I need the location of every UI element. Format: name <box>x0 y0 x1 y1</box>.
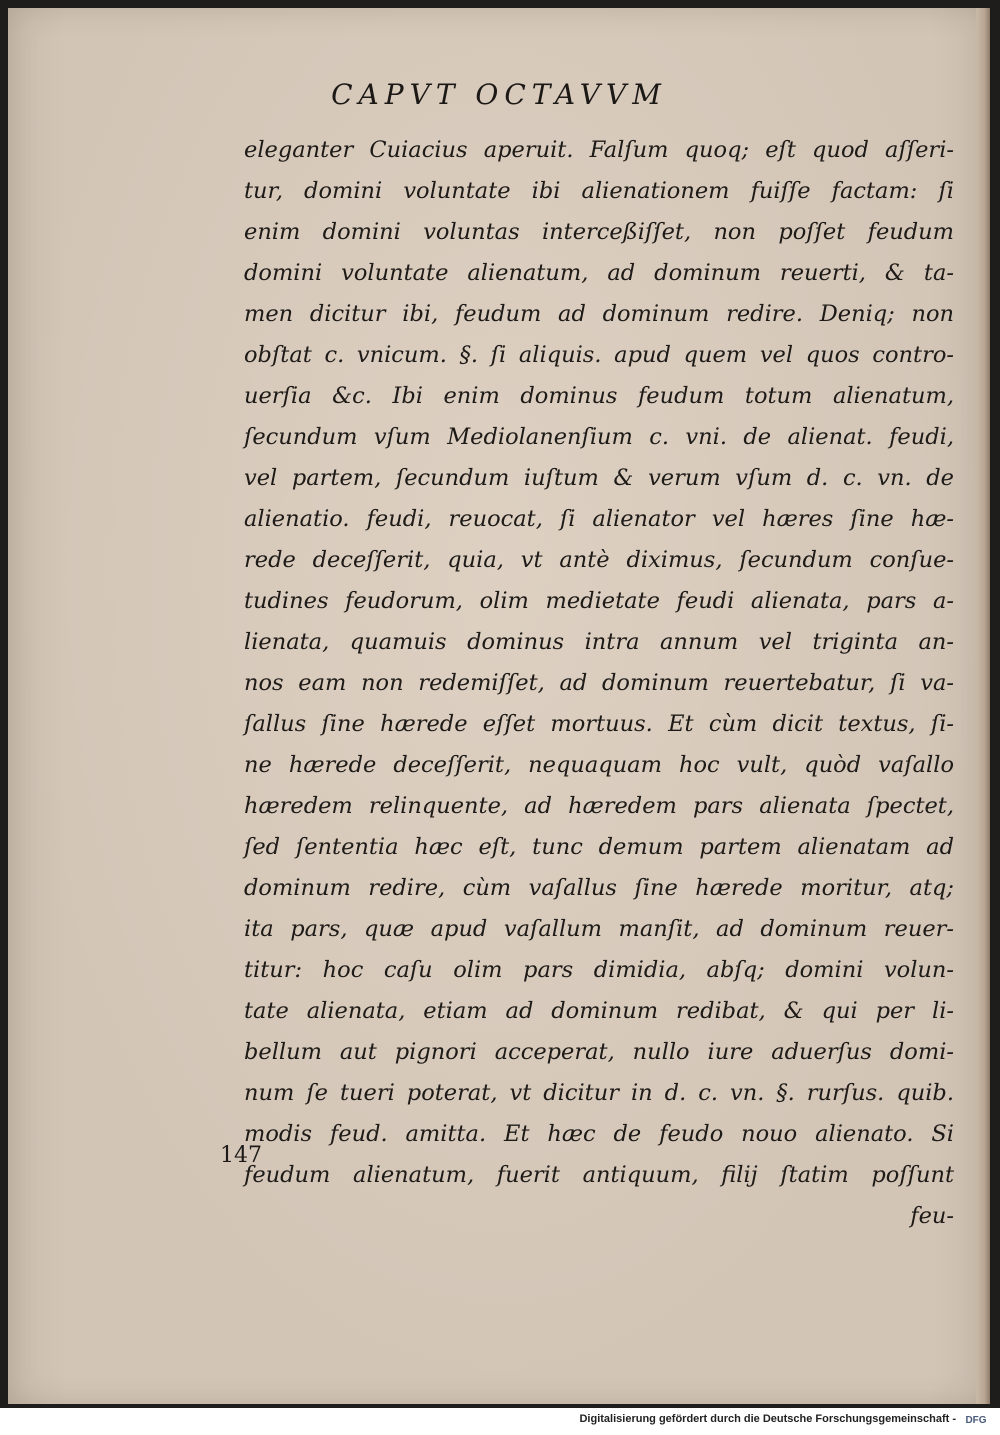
text-line: ne hærede deceſſerit, nequaquam hoc vult, quòd vaſallo <box>244 752 954 778</box>
text-line: dominum redire, cùm vaſallus ſine hærede moritur, atq; <box>244 875 954 901</box>
text-line: tudines feudorum, olim medietate feudi alienata, pars a- <box>244 588 954 614</box>
text-line: vel partem, ſecundum iuſtum & verum vſum d. c. vn. de <box>244 465 954 491</box>
text-line: hæredem relinquente, ad hæredem pars alienata ſpectet, <box>244 793 954 819</box>
margin-number: 147 <box>220 1143 262 1168</box>
text-line: domini voluntate alienatum, ad dominum reuerti, & ta- <box>244 260 954 286</box>
text-line: tur, domini voluntate ibi alienationem fuiſſe factam: ſi <box>244 178 954 204</box>
text-line: ſallus ſine hærede eſſet mortuus. Et cùm dicit textus, ſi- <box>244 711 954 737</box>
text-line: titur: hoc caſu olim pars dimidia, abſq; domini volun- <box>244 957 954 983</box>
text-line: lienata, quamuis dominus intra annum vel triginta an- <box>244 629 954 655</box>
text-line: uerſia &c. Ibi enim dominus feudum totum alienatum, <box>244 383 954 409</box>
dfg-logo-icon: DFG <box>965 1414 987 1426</box>
text-line: enim domini voluntas interceßiſſet, non poſſet feudum <box>244 219 954 245</box>
text-line: alienatio. feudi, reuocat, ſi alienator vel hæres ſine hæ- <box>244 506 954 532</box>
catchword: feu- <box>910 1203 954 1229</box>
book-page <box>8 8 990 1404</box>
running-head: CAPVT OCTAVVM <box>331 78 667 111</box>
text-line: nos eam non redemiſſet, ad dominum reuertebatur, ſi va- <box>244 670 954 696</box>
text-line: feudum alienatum, fuerit antiquum, filij ſtatim poſſunt <box>244 1162 954 1188</box>
text-line: ita pars, quæ apud vaſallum manſit, ad dominum reuer- <box>244 916 954 942</box>
page-edge <box>976 8 990 1404</box>
text-line: num ſe tueri poterat, vt dicitur in d. c. vn. §. rurſus. quib. <box>244 1080 954 1106</box>
funding-notice: Digitalisierung gefördert durch die Deutsche Forschungsgemeinschaft - <box>579 1413 956 1425</box>
body-text <box>244 130 954 1237</box>
text-line: obſtat c. vnicum. §. ſi aliquis. apud quem vel quos contro- <box>244 342 954 368</box>
text-line: ſed ſententia hæc eſt, tunc demum partem alienatam ad <box>244 834 954 860</box>
text-line: bellum aut pignori acceperat, nullo iure aduerſus domi- <box>244 1039 954 1065</box>
text-line: ſecundum vſum Mediolanenſium c. vni. de alienat. feudi, <box>244 424 954 450</box>
text-line: men dicitur ibi, feudum ad dominum redire. Deniq; non <box>244 301 954 327</box>
footer-bar <box>0 1408 1000 1435</box>
text-line: modis feud. amitta. Et hæc de feudo nouo alienato. Si <box>244 1121 954 1147</box>
text-line: tate alienata, etiam ad dominum redibat, & qui per li- <box>244 998 954 1024</box>
text-line: eleganter Cuiacius aperuit. Falſum quoq; eſt quod aſſeri- <box>244 137 954 163</box>
text-line: rede deceſſerit, quia, vt antè diximus, ſecundum conſue- <box>244 547 954 573</box>
